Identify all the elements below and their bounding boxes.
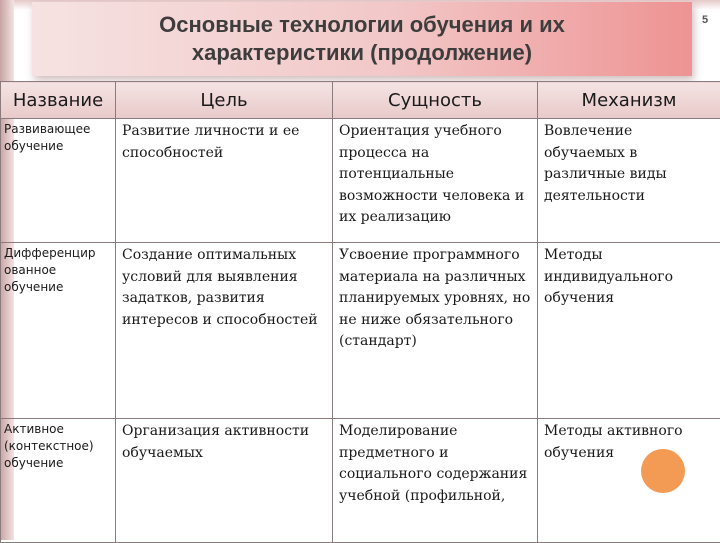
table-row	[1, 419, 720, 543]
row-name: Дифференцир ованное обучение	[1, 243, 116, 419]
row-essence: Усвоение программного материала на различных планируемых уровнях, но не ниже обязательного (стандарт)	[333, 243, 538, 419]
row-goal: Развитие личности и ее способностей	[116, 119, 333, 243]
technologies-table	[0, 81, 720, 543]
row-mechanism: Методы активного обучения	[538, 419, 720, 543]
row-goal: Организация активности обучаемых	[116, 419, 333, 543]
table-header-row	[1, 82, 720, 119]
title-banner	[32, 2, 692, 76]
row-name: Развивающее обучение	[1, 119, 116, 243]
decorative-circle	[641, 449, 685, 493]
row-name: Активное (контекстное) обучение	[1, 419, 116, 543]
table-row	[1, 119, 720, 243]
header-essence: Сущность	[333, 82, 538, 119]
header-mechanism: Механизм	[538, 82, 720, 119]
row-mechanism: Методы индивидуального обучения	[538, 243, 720, 419]
row-goal: Создание оптимальных условий для выявления задатков, развития интересов и способностей	[116, 243, 333, 419]
row-essence: Ориентация учебного процесса на потенциальные возможности человека и их реализацию	[333, 119, 538, 243]
row-mechanism: Вовлечение обучаемых в различные виды деятельности	[538, 119, 720, 243]
row-essence: Моделирование предметного и социального содержания учебной (профильной,	[333, 419, 538, 543]
slide-title: Основные технологии обучения и их характеристики (продолжение)	[159, 11, 565, 67]
page-number: 5	[702, 14, 708, 26]
header-goal: Цель	[116, 82, 333, 119]
header-name: Название	[1, 82, 116, 119]
table-row	[1, 243, 720, 419]
